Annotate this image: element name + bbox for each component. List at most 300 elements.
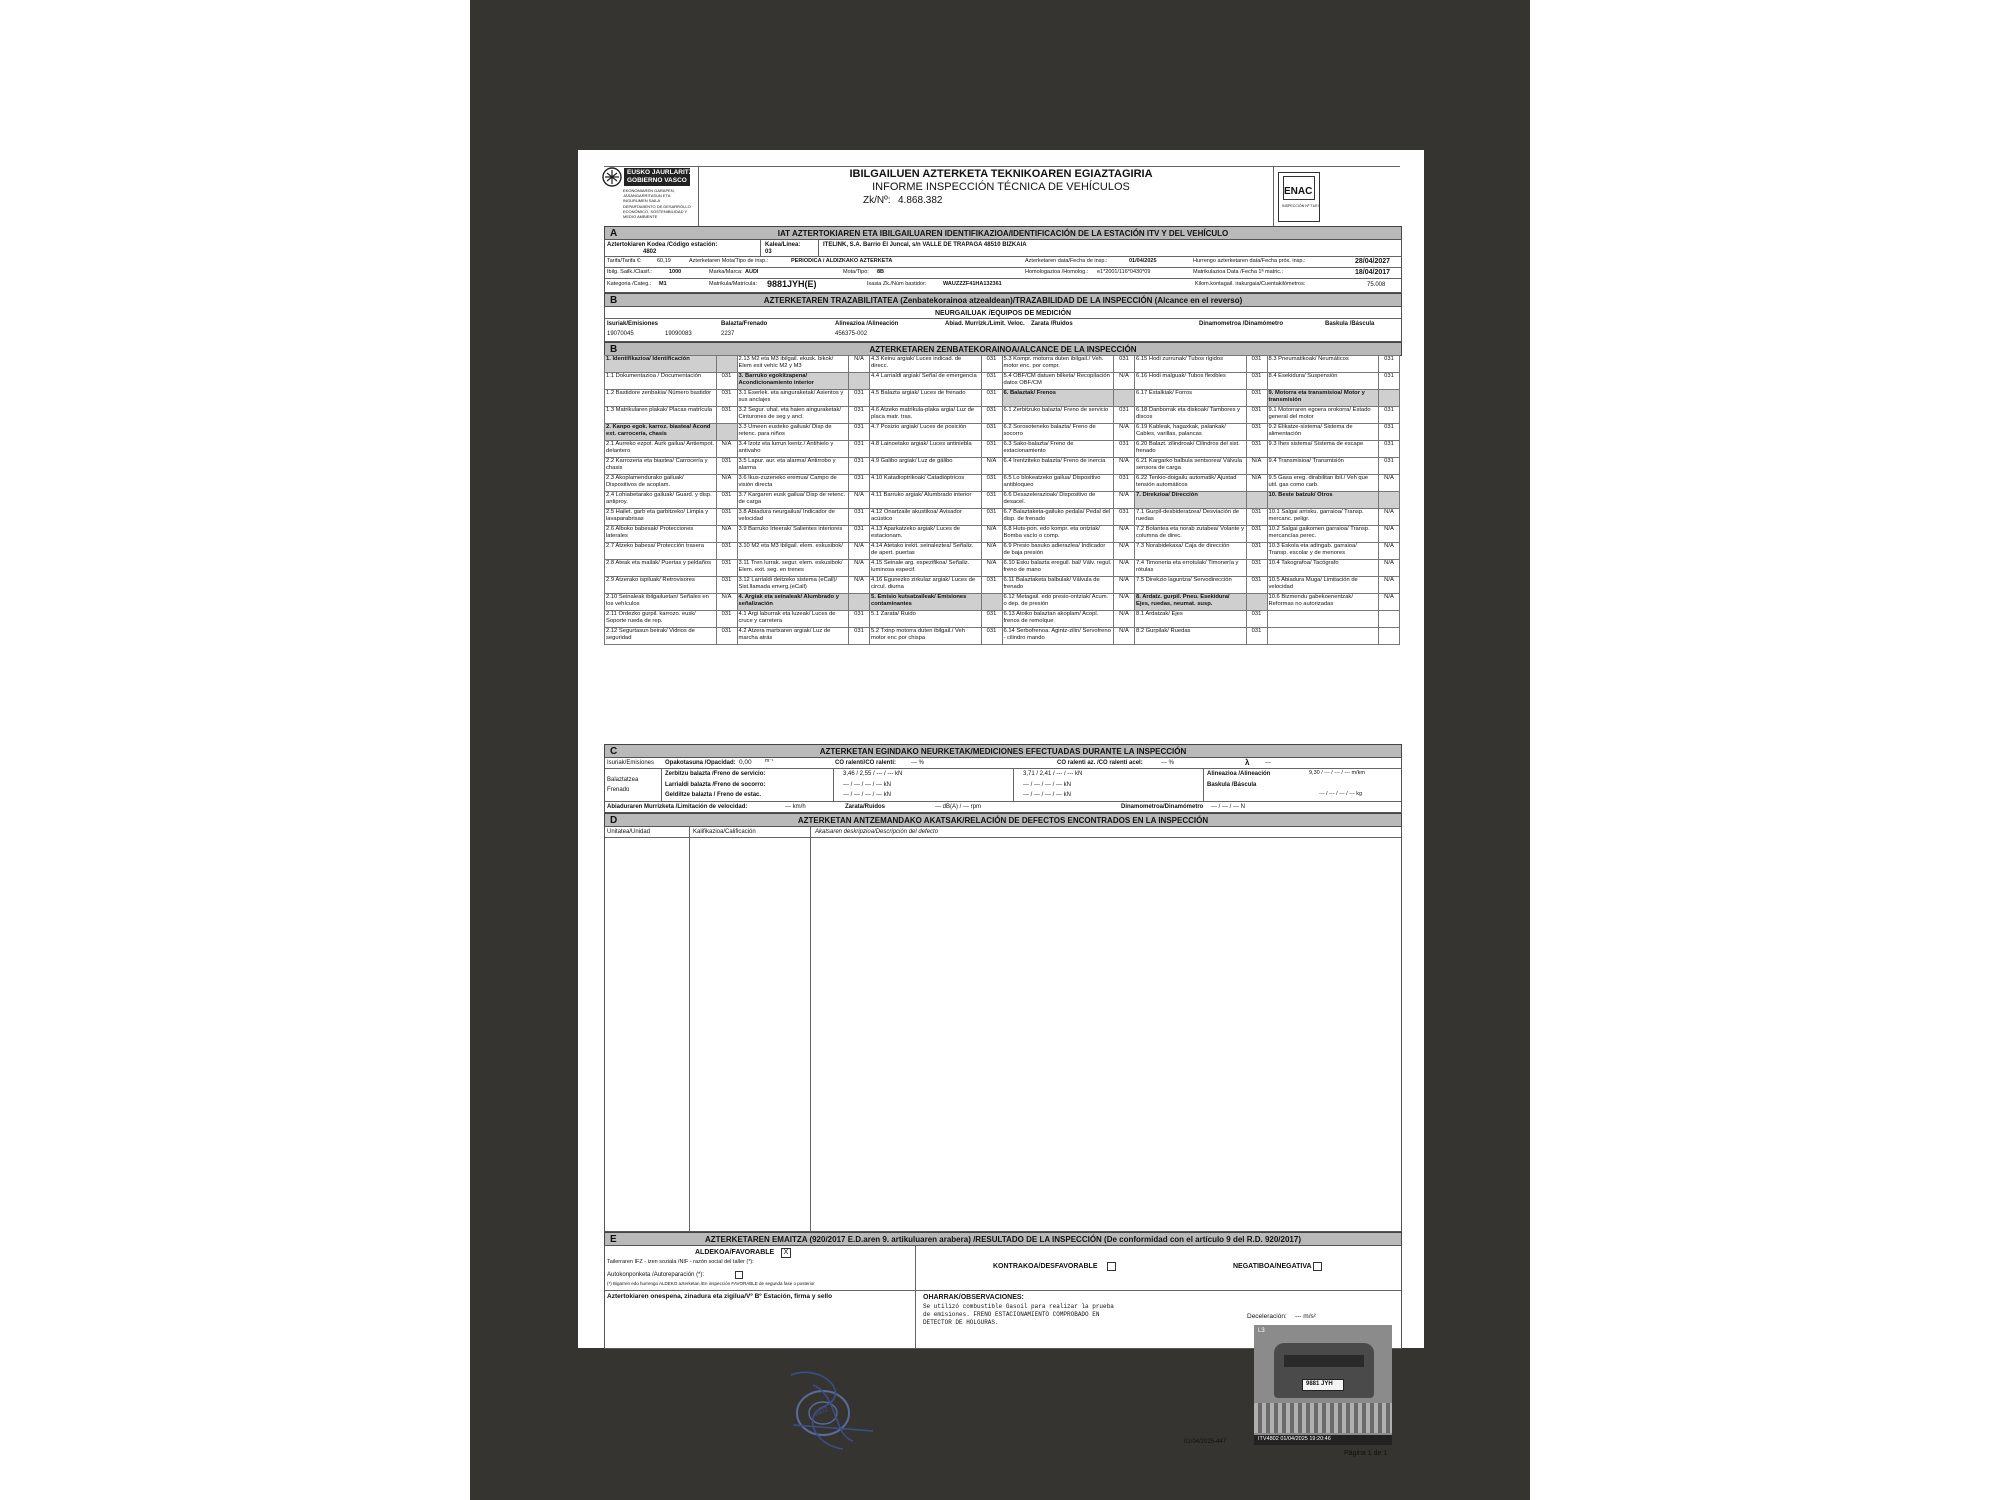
scope-item-status: N/A [849, 356, 870, 373]
scope-row [605, 458, 1400, 475]
scope-item-status: N/A [716, 594, 737, 611]
result-unfavorable-label: KONTRAKOA/DESFAVORABLE [993, 1263, 1098, 1270]
scope-item-label: 4.6 Atzeko matrikula-plaka argia/ Luz de placa matr. tras. [870, 407, 982, 424]
gov-line-1: EUSKO JAURLARITZA [627, 169, 698, 176]
scope-item-label: 3.6 Ikus-zuzeneko eremua/ Campo de visión directa [737, 475, 849, 492]
section-e-title: AZTERKETAREN EMAITZA (920/2017 E.D.aren 9. artikuluaren arabera) /RESULTADO DE LA INSPECCIÓN (De conformidad con el artículo 9 del R.D. 920/2017) [705, 1235, 1301, 1244]
scope-item-label: 3.10 M2 eta M3 ibilgail. elem. eskusibok/ [737, 543, 849, 560]
self-repair-note: (*) Bigarren edo hurrengo ALDEKO azterketan /En inspección FAVORABLE de segunda fase o posterior [607, 1281, 815, 1286]
scope-item-status: 031 [981, 407, 1002, 424]
scope-item-status: N/A [1114, 424, 1135, 441]
scope-item-status: 031 [849, 441, 870, 458]
scope-item-label: 2.7 Atzeko babesa/ Protección trasera [605, 543, 717, 560]
scope-item-label: 6.12 Metagail. edo presio-ontziak/ Acum. o dep. de presión [1002, 594, 1114, 611]
model-value: 8B [877, 269, 885, 275]
scope-item-label: 6.21 Kargarko balbula sentsorea/ Válvula sensora de carga [1135, 458, 1247, 475]
scope-item-label: 6.1 Zerbitzuko balazta/ Freno de servicio [1002, 407, 1114, 424]
scope-item-label: 2.2 Karrozeria eta biastea/ Carrocería y chasis [605, 458, 717, 475]
scope-item-label: 3.9 Barruko Irteerak/ Salientes interiores [737, 526, 849, 543]
scope-item-label: 6.15 Hodi zurrunak/ Tubos rígidos [1135, 356, 1247, 373]
scope-row [605, 407, 1400, 424]
scope-row [605, 543, 1400, 560]
section-b1-title: AZTERKETAREN TRAZABILITATEA (Zenbatekorainoa atzealdean)/TRAZABILIDAD DE LA INSPECCIÓN (Alcance en el reverso) [763, 296, 1243, 305]
scope-item-label: 5. Emisio kutsatzaileak/ Emisiones contaminantes [870, 594, 982, 611]
scope-item-status: 031 [981, 628, 1002, 645]
scope-item-label: 4.8 Lainoetako argiak/ Luces antiniebla [870, 441, 982, 458]
vehicle-photo [1254, 1325, 1392, 1445]
brand-value: AUDI [745, 269, 759, 275]
section-b2-letter: B [610, 344, 618, 355]
report-number-label: Zk/Nº: [863, 195, 891, 206]
scope-item-status: 031 [849, 390, 870, 407]
co-idle-label: CO ralentí/CO ralentí: [835, 760, 897, 766]
scope-item-status: N/A [1114, 373, 1135, 390]
scope-item-label: 1.1 Dokumentazioa / Documentación [605, 373, 717, 390]
emissions-label: Isuriak/Emisiones [607, 760, 655, 766]
scope-item-status: 031 [1379, 441, 1400, 458]
odometer-label: Kilom.kontagail. irakurgaia/Cuentakilómetros: [1195, 281, 1306, 287]
observations-line-3: DETECTOR DE HOLGURAS. [923, 1319, 999, 1326]
scope-item-label: 3.3 Umeen eusteko gailuak/ Disp de retenc. para niños [737, 424, 849, 441]
scope-item-status: 031 [1246, 560, 1267, 577]
scope-item-label: 2.4 Lohiabetarako gailuak/ Guard. y disp. antiproy. [605, 492, 717, 509]
equipment-title: NEURGAILUAK /EQUIPOS DE MEDICIÓN [934, 310, 1072, 317]
scope-item-status: N/A [1114, 560, 1135, 577]
next-inspection-date: 28/04/2027 [1355, 258, 1391, 265]
scope-item-status: 031 [716, 407, 737, 424]
measurements-block [604, 757, 1402, 813]
defects-description-header: Akatsaren deskripzioa/Descripción del defecto [815, 829, 939, 835]
scope-item-status [716, 356, 737, 373]
model-label: Mota/Tipo: [843, 269, 869, 275]
section-d-header [604, 813, 1402, 827]
emergency-brake-label: Larrialdi balazta /Freno de socorro: [665, 782, 766, 788]
scope-item-status: N/A [1379, 543, 1400, 560]
scope-item-status: 031 [716, 611, 737, 628]
scope-item-status: 031 [1379, 458, 1400, 475]
alignment-label: Alineazioa /Alineación [1207, 771, 1271, 777]
unfavorable-checkbox[interactable] [1107, 1262, 1116, 1271]
scope-item-label: 3.7 Kargaren eusk gailua/ Disp de retenc. de carga [737, 492, 849, 509]
inspection-report-page [578, 150, 1424, 1457]
scope-item-status: 031 [716, 628, 737, 645]
deceleration-value: --- m/s² [1295, 1313, 1316, 1320]
scale-equipment-label: Baskula /Báscula [1325, 321, 1375, 327]
scope-item-status: N/A [1114, 543, 1135, 560]
scope-item-status: 031 [716, 373, 737, 390]
scope-item-label: 6.7 Balaztaketa-gailuko pedala/ Pedal del disp. de frenado [1002, 509, 1114, 526]
scope-item-status [849, 594, 870, 611]
scope-item-label: 2.5 Hailet. garb eta garbitzeko/ Limpia y lavaparabrisas [605, 509, 717, 526]
scope-item-status: N/A [1379, 526, 1400, 543]
section-b1-letter: B [610, 295, 618, 306]
scope-item-label: 3.4 Izotz eta lurrun kentz./ Antihielo y antivaho [737, 441, 849, 458]
scope-item-label: 10.5 Abiadura Muga/ Limitación de velocidad [1267, 577, 1379, 594]
scope-item-status: 031 [849, 611, 870, 628]
scope-item-status: 031 [716, 560, 737, 577]
emissions-equipment-label: Isuriak/Emisiones [607, 321, 659, 327]
scope-row [605, 594, 1400, 611]
registration-date-label: Matrikulazioa Data /Fecha 1ª matric.: [1193, 269, 1284, 275]
scope-item-status: 031 [1246, 424, 1267, 441]
next-inspection-label: Hurrengo azterketaren data/Fecha próx. insp.: [1193, 258, 1306, 264]
deceleration-label: Deceleración: [1247, 1313, 1287, 1320]
defects-rating-header: Kalifikazioa/Calificación [693, 829, 756, 835]
vin-value: WAUZZZF41HA132361 [943, 281, 1002, 287]
scope-item-status: N/A [981, 458, 1002, 475]
report-title-es: INFORME INSPECCIÓN TÉCNICA DE VEHÍCULOS [872, 181, 1130, 193]
service-brake-label: Zerbitzu balazta /Freno de servicio: [665, 771, 766, 777]
alignment-equipment: 456375-002 [835, 331, 868, 337]
scope-item-label: 4.5 Balazta argiak/ Luces de frenado [870, 390, 982, 407]
scope-item-status: N/A [849, 543, 870, 560]
scope-item-status: 031 [1246, 509, 1267, 526]
header-divider-left [698, 166, 699, 226]
scope-item-status: N/A [1114, 611, 1135, 628]
scope-item-label: 6.4 Irentziteko balazta/ Freno de inercia [1002, 458, 1114, 475]
scope-item-label: 4.11 Barruko argiak/ Alumbrado interior [870, 492, 982, 509]
opacity-unit: m⁻¹ [765, 758, 774, 764]
scope-item-label: 8.2 Gurpilak/ Ruedas [1135, 628, 1247, 645]
service-brake-e2: 3,71 / 2,41 / --- / --- kN [1023, 771, 1083, 777]
favorable-checkbox[interactable]: X [781, 1248, 791, 1258]
plate-label: Matrikula/Matrícula: [709, 281, 757, 287]
section-a-letter: A [610, 228, 618, 239]
scope-item-label: 2.10 Seinaleak ibilgailuetan/ Señales en los vehículos [605, 594, 717, 611]
scope-item-label: 9.5 Gasa ereg. dirabilitan ibil./ Veh que util. gas como carb. [1267, 475, 1379, 492]
document-reference: 01/04/2025-447 [1184, 1439, 1227, 1445]
scope-item-status: N/A [1114, 577, 1135, 594]
scope-row [605, 509, 1400, 526]
dyno-label: Dinamometroa/Dinamómetro [1121, 804, 1204, 810]
scope-item-status: N/A [716, 441, 737, 458]
section-a-body [604, 239, 1402, 293]
header-divider-right [1273, 166, 1274, 226]
section-c-title: AZTERKETAN EGINDAKO NEURKETAK/MEDICIONES EFECTUADAS DURANTE LA INSPECCIÓN [819, 747, 1187, 756]
scope-item-status: 031 [716, 458, 737, 475]
section-d-title: AZTERKETAN ANTZEMANDAKO AKATSAK/RELACIÓN DE DEFECTOS ENCONTRADOS EN LA INSPECCIÓN [797, 816, 1209, 825]
station-name: ITELINK, S.A. Barrio El Juncal, s/n VALLE DE TRAPAGA 48510 BIZKAIA [823, 242, 1027, 248]
scope-item-status: 031 [981, 577, 1002, 594]
photo-plate: 9881 JYH [1306, 1381, 1333, 1387]
scope-item-label: 6.9 Presio baxuko adierazlea/ Indicador de baja presión [1002, 543, 1114, 560]
scope-item-status: 031 [981, 475, 1002, 492]
scope-item-label: 8.1 Ardatzak/ Ejes [1135, 611, 1247, 628]
negative-checkbox[interactable] [1313, 1262, 1322, 1271]
scope-item-label: 10.2 Salgai gaikomen garraioa/ Transp. mercancías perec. [1267, 526, 1379, 543]
homologation-label: Homologazioa /Homolog.: [1025, 269, 1089, 275]
section-e-header [604, 1232, 1402, 1246]
observations-line-1: Se utilizó combustible Gasoil para realizar la prueba [923, 1303, 1114, 1310]
scope-item-label: 7.3 Norabidekaxa/ Caja de dirección [1135, 543, 1247, 560]
self-repair-checkbox[interactable] [735, 1271, 743, 1279]
scope-item-status: N/A [1246, 458, 1267, 475]
report-title-eu: IBILGAILUEN AZTERKETA TEKNIKOAREN EGIAZTAGIRIA [849, 168, 1153, 180]
scope-item-status: N/A [1114, 628, 1135, 645]
scope-item-label: 6.3 Sako-balazta/ Freno de estacionamiento [1002, 441, 1114, 458]
scope-item-status: N/A [849, 560, 870, 577]
co-idle-value: --- % [911, 760, 924, 766]
speed-limit-label: Abiaduraren Murrizketa /Limitación de velocidad: [607, 804, 748, 810]
scope-item-status: N/A [1379, 475, 1400, 492]
scope-item-status: 031 [981, 611, 1002, 628]
scope-item-status: N/A [716, 526, 737, 543]
emergency-brake-e2: --- / --- / --- / --- kN [1023, 782, 1071, 788]
scope-item-status: N/A [1379, 509, 1400, 526]
opacity-label: Opakotasuna /Opacidad: [665, 760, 736, 766]
scope-item-status: 031 [849, 458, 870, 475]
scope-item-label: 6.19 Kableak, hagaxkak, palankak/ Cables, varillas, palancas [1135, 424, 1247, 441]
emissions-equipment-2: 19090083 [665, 331, 692, 337]
tariff-value: 60,19 [657, 258, 671, 264]
scope-row [605, 356, 1400, 373]
scope-item-label: 6.16 Hodi malguak/ Tubos flexibles [1135, 373, 1247, 390]
registration-date: 18/04/2017 [1355, 269, 1391, 276]
scope-row [605, 526, 1400, 543]
stamp-label: Aztertokiaren onespena, zinadura eta zigilua/Vº Bº Estación, firma y sello [607, 1293, 833, 1300]
scope-item-label: 1.2 Bastidore zenbakia/ Número bastidor [605, 390, 717, 407]
scope-row [605, 560, 1400, 577]
scope-item-label [1267, 628, 1379, 645]
workshop-label: Tailerraren IFZ - izen soziala /NIF - razón social del taller (*): [607, 1259, 754, 1265]
scope-item-status [1379, 390, 1400, 407]
scope-item-status: 031 [1379, 373, 1400, 390]
scope-item-label: 4.10 Katadioptrikoak/ Catadióptricos [870, 475, 982, 492]
scope-item-label: 5.1 Zarata/ Ruido [870, 611, 982, 628]
scope-item-label: 6.14 Serbofrenoa. Agintz-zilin/ Servofreno - cilindro mando [1002, 628, 1114, 645]
scope-item-label: 6.6 Desazelerazioak/ Dispositivo de desacel. [1002, 492, 1114, 509]
defects-unit-header: Unitatea/Unidad [607, 829, 651, 835]
photo-tag: L3 [1258, 1328, 1265, 1334]
parking-brake-e2: --- / --- / --- / --- kN [1023, 792, 1071, 798]
parking-brake-e1: --- / --- / --- / --- kN [843, 792, 891, 798]
scope-item-label: 5.3 Kompr. motorra duten ibilgail./ Veh. motor enc. por compr. [1002, 356, 1114, 373]
scope-item-label: 6.17 Estalkiak/ Forros [1135, 390, 1247, 407]
inspection-date-label: Azterketaren data/Fecha de insp.: [1025, 258, 1108, 264]
scope-item-label: 4.9 Galibo argiak/ Luz de gálibo [870, 458, 982, 475]
section-b2-title: AZTERKETAREN ZENBATEKORAINOA/ALCANCE DE LA INSPECCIÓN [869, 345, 1137, 354]
scope-item-label: 2.8 Ateak eta mailak/ Puertas y peldaños [605, 560, 717, 577]
scope-item-label: 4.15 Seinale arg. espezifikoa/ Señaliz. luminosa especif. [870, 560, 982, 577]
scope-item-status: 031 [716, 509, 737, 526]
scope-item-status: 031 [1114, 441, 1135, 458]
scope-item-label: 5.2 Txinp motorra duten ibilgail./ Veh motor enc por chispa [870, 628, 982, 645]
section-b-traceability-header [604, 293, 1402, 307]
scope-item-label: 6.2 Sorosoteneko balazta/ Freno de socorro [1002, 424, 1114, 441]
vin-label: Ixasia Zk./Núm bastidor: [867, 281, 927, 287]
scope-item-label: 9.2 Elikatze-sistema/ Sistema de alimentación [1267, 424, 1379, 441]
scope-item-label: 2.9 Atzerako ispiluak/ Retrovisores [605, 577, 717, 594]
scope-item-label: 3.1 Eserlek. eta ainguraketak/ Asientos y sus anclajes [737, 390, 849, 407]
scope-item-label: 2. Kanpo egok. karroz. biastea/ Acond ext. carrocería, chasis [605, 424, 717, 441]
scope-item-status [1379, 611, 1400, 628]
class-value: 1000 [669, 269, 682, 275]
scope-item-status [1246, 492, 1267, 509]
emissions-equipment-1: 19070045 [607, 331, 634, 337]
scope-item-label: 6.8 Huts-pon. edo kompr. eta ontziak/ Bomba vacío o comp. [1002, 526, 1114, 543]
scope-item-status: N/A [981, 526, 1002, 543]
scope-item-label: 4.4 Larrialdi argiak/ Señal de emergencia [870, 373, 982, 390]
scope-item-status [981, 594, 1002, 611]
enac-sub: INSPECCIÓN Nº 71/EI [1282, 204, 1319, 208]
scope-item-status: 031 [849, 424, 870, 441]
noise-value: --- dB(A) / --- rpm [935, 804, 981, 810]
section-e-letter: E [610, 1234, 617, 1245]
scope-item-status [1114, 390, 1135, 407]
scope-item-status: 031 [849, 407, 870, 424]
odometer-value: 75.008 [1367, 282, 1386, 288]
self-repair-label: Autokonponketa /Autoreparación (*): [607, 1272, 705, 1278]
scope-item-status [1246, 594, 1267, 611]
scope-item-status: 031 [849, 509, 870, 526]
equipment-block [604, 306, 1402, 342]
observations-line-2: de emisiones. FRENO ESTACIONAMIENTO COMPROBADO EN [923, 1311, 1100, 1318]
alignment-value: 9,30 / --- / --- / --- m/km [1309, 770, 1365, 776]
scope-item-label: 4. Argiak eta seinaleak/ Alumbrado y señalización [737, 594, 849, 611]
scope-item-status [849, 373, 870, 390]
scope-item-label: 3.11 Tren lurrak. segur. elem. eskusibok/ Elem. exit. seg. en trenes [737, 560, 849, 577]
inspection-date: 01/04/2025 [1129, 258, 1157, 264]
scope-item-label: 6. Balaztak/ Frenos [1002, 390, 1114, 407]
scope-item-label: 4.12 Onartzaile akustikoa/ Avisador acústico [870, 509, 982, 526]
scope-item-status: 031 [1246, 441, 1267, 458]
scope-item-label: 3.12 Larrialdi deitzeko sistema (eCall)/ Sist.llamada emerg.(eCall) [737, 577, 849, 594]
scope-row [605, 424, 1400, 441]
scope-item-label: 10.6 Bizmendu gabekoenentzak/ Reformas no autorizadas [1267, 594, 1379, 611]
station-code: 4802 [643, 249, 657, 255]
scope-item-status: 031 [849, 475, 870, 492]
scope-item-status: 031 [1114, 475, 1135, 492]
service-brake-e1: 3,46 / 2,55 / --- / --- kN [843, 771, 903, 777]
inspection-scope-grid [604, 355, 1400, 645]
scope-item-status: 031 [1246, 577, 1267, 594]
scope-item-status: 031 [1379, 407, 1400, 424]
scale-label: Baskula /Báscula [1207, 782, 1257, 788]
scope-item-status [1379, 628, 1400, 645]
report-number: 4.868.382 [898, 195, 943, 206]
scope-item-status: N/A [1114, 594, 1135, 611]
scope-item-status: 031 [981, 441, 1002, 458]
class-label: Ibilg. Sailk./Clasif.: [607, 269, 652, 275]
dyno-value: --- / --- / --- N [1211, 804, 1245, 810]
scope-item-label: 8. Ardatz. gurpil. Pneu. Esekidura/ Ejes, ruedas, neumat. susp. [1135, 594, 1247, 611]
enac-logo [1278, 172, 1320, 222]
parking-brake-label: Geldiltze balazta / Freno de estac. [665, 792, 762, 798]
scope-item-status: N/A [981, 560, 1002, 577]
scope-item-status: N/A [1379, 594, 1400, 611]
scope-item-status: 031 [1114, 407, 1135, 424]
scope-item-label: 10.1 Salgai arrisku. garraioa/ Transp. mercanc. peligr. [1267, 509, 1379, 526]
scope-item-label: 10.3 Eskola eta adingab. garraioa/ Transp. escolar y de menores [1267, 543, 1379, 560]
scope-row [605, 390, 1400, 407]
observations-label: OHARRAK/OBSERVACIONES: [923, 1294, 1024, 1301]
scope-row [605, 492, 1400, 509]
scope-item-status: 031 [981, 492, 1002, 509]
alignment-equipment-label: Alineazioa /Alineación [835, 321, 899, 327]
plate-value: 9881JYH(E) [767, 279, 817, 289]
emergency-brake-e1: --- / --- / --- / --- kN [843, 782, 891, 788]
scope-item-label: 7.5 Direkzio laguntza/ Servodirección [1135, 577, 1247, 594]
dept-eu: EKONOMIAREN GARAPEN, JASANGARRITASUN ETA INGURUMEN SAILA [623, 188, 675, 203]
scope-item-status: 031 [1246, 628, 1267, 645]
scope-item-label: 9.4 Transmisioa/ Transmisión [1267, 458, 1379, 475]
lambda-value: --- [1265, 760, 1271, 766]
scope-item-status: N/A [981, 543, 1002, 560]
scope-item-label: 5.4 OBF/CM datuen bilketa/ Recopilación datos OBF/CM [1002, 373, 1114, 390]
gov-department [623, 189, 695, 220]
homologation-value: e1*2001/116*0430*09 [1097, 269, 1151, 275]
scope-item-label: 4.16 Egunezko zirkulaz argiak/ Luces de circul. diurna [870, 577, 982, 594]
lane-label: Kalea/Línea: [765, 242, 801, 248]
scope-item-label: 2.1 Aurreko ezpot. Aurk gailua/ Antiempot. delantero [605, 441, 717, 458]
inspection-type-label: Azterketaren Mota/Tipo de insp.: [689, 258, 769, 264]
scope-item-label: 7.1 Gurpil-desbideratzea/ Desviación de ruedas [1135, 509, 1247, 526]
scope-item-label: 2.12 Segurtasun beirak/ Vidrios de seguridad [605, 628, 717, 645]
scope-item-status: 031 [849, 628, 870, 645]
scope-item-label: 6.5 Lo blokeatzeko gailua/ Dispositivo antibloqueo [1002, 475, 1114, 492]
scope-item-label: 6.20 Balazt. zilindroak/ Cilindros del sist. frenado [1135, 441, 1247, 458]
co-high-label: CO ralenti az. /CO ralentí acel: [1057, 760, 1143, 766]
scope-item-status: N/A [1114, 492, 1135, 509]
scope-item-label: 2.6 Alboko babesak/ Protecciones laterales [605, 526, 717, 543]
scope-item-label: 4.14 Atetako irekit. seinaleztea/ Señaliz. de apert. puertas [870, 543, 982, 560]
scope-item-status: N/A [716, 475, 737, 492]
page-indicator: Página 1 de 1 [1344, 1450, 1388, 1457]
scope-row [605, 373, 1400, 390]
scope-item-label: 3.5 Lapur. aur. eta alarma/ Antirrobo y alarma [737, 458, 849, 475]
scope-row [605, 628, 1400, 645]
scope-item-label: 3.8 Abiadura neurgailua/ Indicador de velocidad [737, 509, 849, 526]
section-a-header [604, 226, 1402, 240]
lambda-label: λ [1245, 758, 1250, 767]
scope-row [605, 577, 1400, 594]
scope-item-label: 4.7 Posizio argiak/ Luces de posición [870, 424, 982, 441]
scope-item-status: 031 [716, 577, 737, 594]
scope-item-label: 2.13 M2 eta M3 ibilgail. ekusk. bikok/ Elem exit vehíc M2 y M3 [737, 356, 849, 373]
scope-item-label [1267, 611, 1379, 628]
scope-item-label: 4.1 Argi laburrak eta luzeak/ Luces de cruce y carretera [737, 611, 849, 628]
defects-table [604, 826, 1402, 1232]
scope-item-label: 6.11 Balaztaketa balbulak/ Válvula de frenado [1002, 577, 1114, 594]
dept-es: DEPARTAMENTO DE DESARROLLO ECONÓMICO, SOSTENIBILIDAD Y MEDIO AMBIENTE [623, 204, 691, 219]
scope-item-status: 031 [1246, 373, 1267, 390]
scope-item-label: 7.4 Timoneria eta errotulak/ Timonería y rótulas [1135, 560, 1247, 577]
scope-item-status: N/A [1379, 560, 1400, 577]
tariff-label: Tarifa/Tarifa €: [607, 258, 642, 264]
scope-row [605, 441, 1400, 458]
scale-value: --- / --- / --- / --- kg [1319, 791, 1363, 797]
scope-item-status: 031 [716, 390, 737, 407]
station-stamp-signature [783, 1365, 883, 1455]
scope-item-label: 4.13 Aparkatzeko argiak/ Luces de estacionam. [870, 526, 982, 543]
scope-item-label: 9. Motorra eta transmisioa/ Motor y transmisión [1267, 390, 1379, 407]
section-c-letter: C [610, 746, 618, 757]
scope-item-status: N/A [849, 577, 870, 594]
result-negative-label: NEGATIBOA/NEGATIVA [1233, 1263, 1312, 1270]
noise-label: Zarata/Ruidos [845, 804, 886, 810]
scope-item-label: 4.3 Keinu argiak/ Luces indicad. de direcc. [870, 356, 982, 373]
enac-logo-text: ENAC [1284, 186, 1313, 197]
brakes-equipment: 2237 [721, 331, 735, 337]
category-label: Kategoria /Categ.: [607, 281, 652, 287]
scope-item-label: 1.3 Matrikularen plakak/ Placas matrícula [605, 407, 717, 424]
stamp-number: 4802 [812, 1406, 830, 1419]
scope-item-label: 8.4 Esekidura/ Suspensión [1267, 373, 1379, 390]
inspection-type: PERIODICA / ALDIZKAKO AZTERKETA [791, 258, 893, 264]
scope-item-status: 031 [1114, 509, 1135, 526]
scope-item-status: 031 [1379, 424, 1400, 441]
brand-label: Marka/Marca: [709, 269, 743, 275]
